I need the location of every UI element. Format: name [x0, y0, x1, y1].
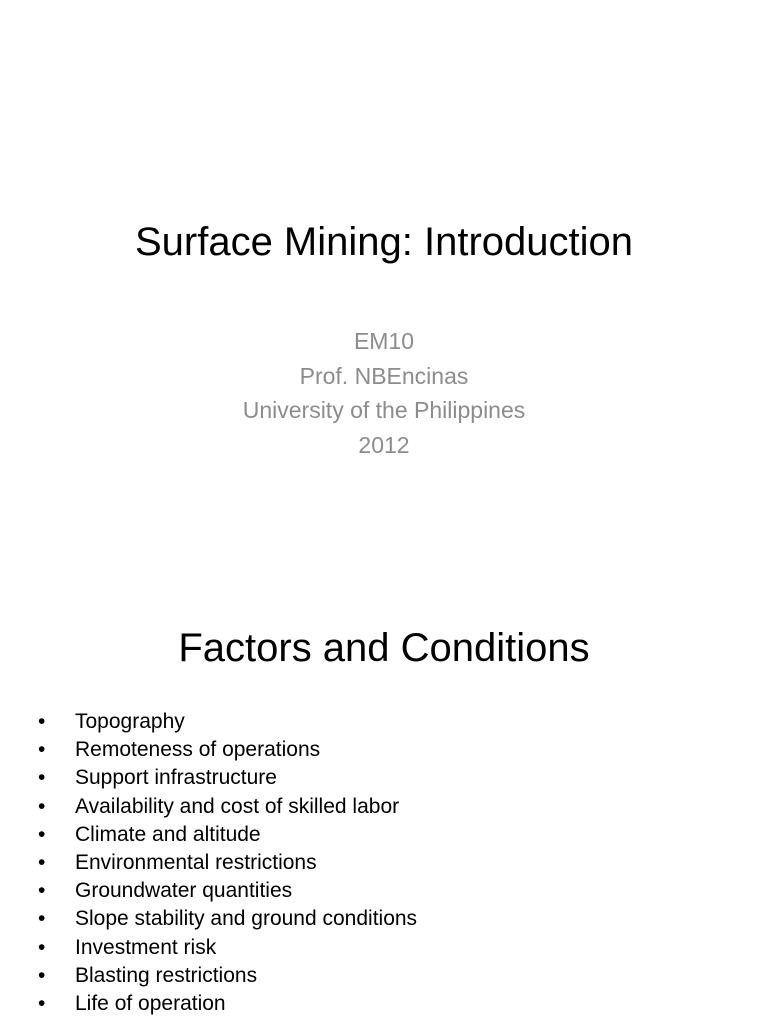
slide-title: Surface Mining: Introduction: [134, 220, 634, 264]
bullet-icon: •: [38, 738, 46, 762]
list-item-text: Topography: [75, 710, 185, 733]
bullet-icon: •: [38, 766, 46, 790]
list-item: [38, 962, 417, 990]
list-item-text: Climate and altitude: [75, 822, 261, 846]
list-item-text: Groundwater quantities: [75, 879, 293, 903]
bullet-icon: •: [38, 710, 46, 733]
subtitle-institution: University of the Philippines: [242, 397, 526, 423]
list-item: [38, 905, 417, 933]
list-item: [38, 849, 417, 877]
list-item: [38, 793, 417, 821]
list-item: [38, 934, 417, 962]
slide-subtitle: [0, 324, 768, 462]
bullet-icon: •: [38, 879, 46, 903]
list-item-text: Investment risk: [75, 935, 217, 959]
list-item-text: Availability and cost of skilled labor: [75, 794, 400, 818]
bullet-icon: •: [38, 822, 46, 846]
bullet-list: [38, 708, 417, 1018]
subtitle-author: Prof. NBEncinas: [299, 362, 469, 389]
list-item-text: Blasting restrictions: [75, 963, 258, 987]
list-item: [38, 821, 417, 849]
bullet-icon: •: [38, 794, 46, 818]
bullet-icon: •: [38, 907, 46, 931]
list-item-text: Environmental restrictions: [75, 851, 317, 875]
list-item: [38, 736, 417, 764]
bullet-icon: •: [38, 992, 46, 1016]
bullet-icon: •: [38, 851, 46, 875]
subtitle-year: 2012: [358, 431, 410, 458]
list-item: [38, 764, 417, 792]
factors-slide: [0, 576, 768, 1024]
list-item: [38, 708, 417, 736]
slide-title: Factors and Conditions: [178, 626, 590, 670]
list-item-text: Slope stability and ground conditions: [75, 907, 418, 931]
list-item-text: Remoteness of operations: [75, 738, 321, 762]
bullet-icon: •: [38, 963, 46, 987]
subtitle-course: EM10: [353, 328, 415, 354]
list-item-text: Life of operation: [75, 992, 226, 1016]
list-item: [38, 877, 417, 905]
bullet-icon: •: [38, 935, 46, 959]
list-item: [38, 990, 417, 1018]
list-item-text: Support infrastructure: [75, 766, 277, 790]
